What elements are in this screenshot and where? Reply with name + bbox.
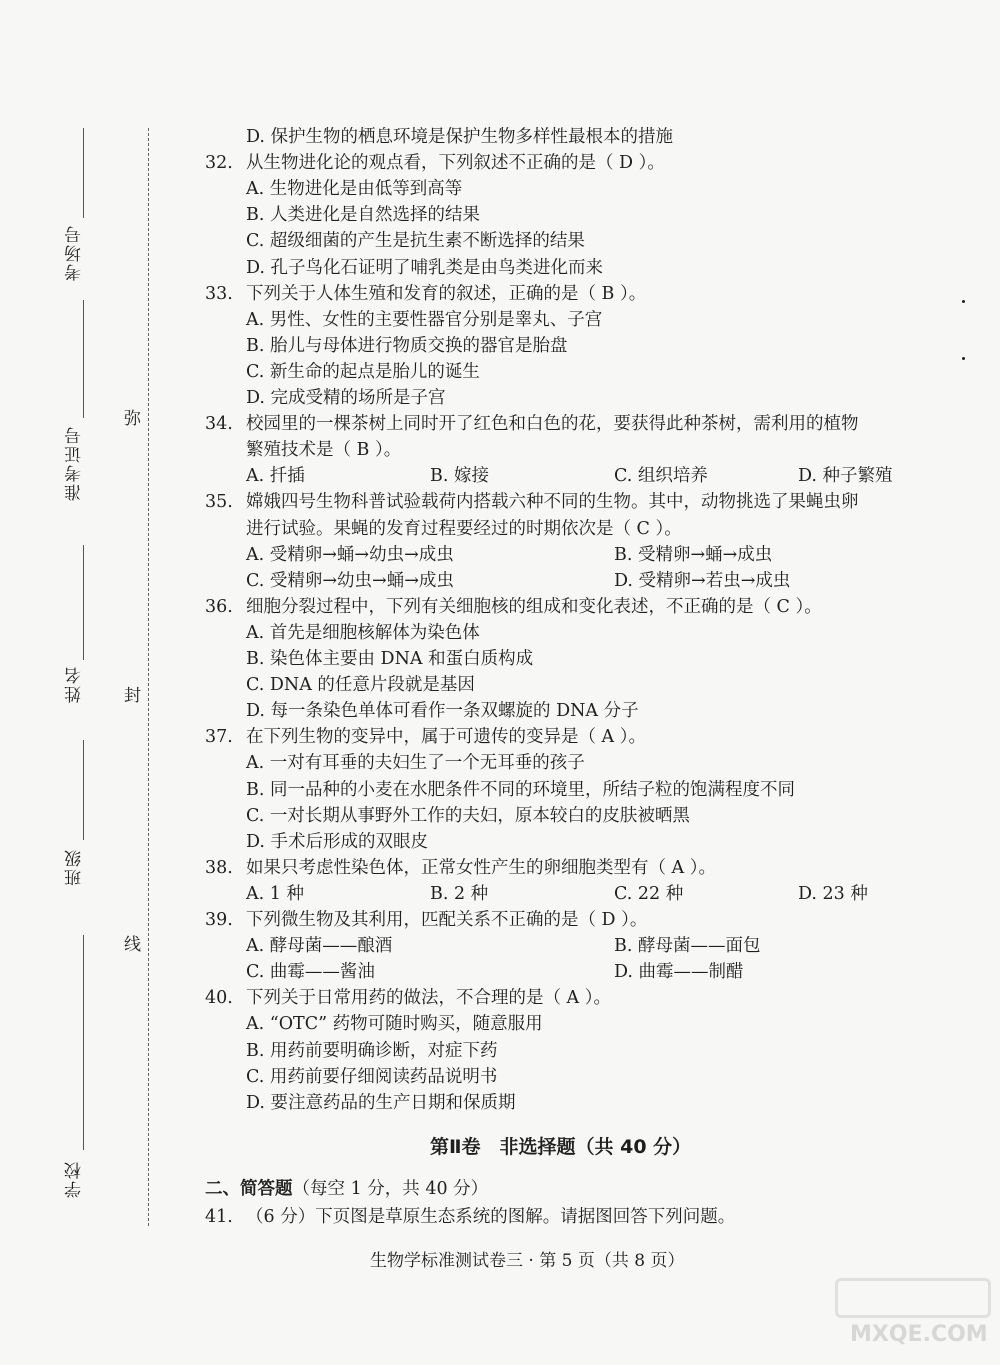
question-number: 40. <box>205 988 233 1008</box>
answer-option: D. 种子繁殖 <box>798 466 893 486</box>
answer-option: D. 23 种 <box>798 884 868 904</box>
answer-option: A. 受精卵→蛹→幼虫→成虫 <box>246 545 454 565</box>
question-text-continued: 繁殖技术是（ B ）。 <box>246 440 402 460</box>
question-number: 35. <box>205 492 233 512</box>
answer-option: B. 染色体主要由 DNA 和蛋白质构成 <box>246 649 534 669</box>
blank-line-school <box>83 935 84 1150</box>
answer-option: B. 胎儿与母体进行物质交换的器官是胎盘 <box>246 336 568 356</box>
question-text: 嫦娥四号生物科普试验载荷内搭载六种不同的生物。其中，动物挑选了果蝇虫卵 <box>246 492 859 512</box>
answer-option: D. 保护生物的栖息环境是保护生物多样性最根本的措施 <box>246 127 674 147</box>
blank-line-name <box>83 545 84 660</box>
seal-char-xian: 线 <box>124 935 141 955</box>
question-number: 39. <box>205 910 233 930</box>
question-text: 下列关于人体生殖和发育的叙述，正确的是（ B ）。 <box>246 284 647 304</box>
watermark-logo-icon <box>835 1278 991 1318</box>
label-school: 学校 <box>65 1160 85 1198</box>
answer-option: D. 要注意药品的生产日期和保质期 <box>246 1093 516 1113</box>
answer-option: D. 手术后形成的双眼皮 <box>246 832 429 852</box>
answer-option: C. 组织培养 <box>614 466 708 486</box>
question-number: 41. <box>205 1207 233 1227</box>
question-number: 33. <box>205 284 233 304</box>
page-footer: 生物学标准测试卷三 · 第 5 页（共 8 页） <box>370 1251 685 1271</box>
answer-option: C. 曲霉——酱油 <box>246 962 375 982</box>
answer-option: A. 一对有耳垂的夫妇生了一个无耳垂的孩子 <box>246 753 585 773</box>
answer-option: C. 超级细菌的产生是抗生素不断选择的结果 <box>246 231 585 251</box>
answer-option: D. 受精卵→若虫→成虫 <box>614 571 791 591</box>
answer-option: B. 同一品种的小麦在水肥条件不同的环境里，所结子粒的饱满程度不同 <box>246 780 795 800</box>
question-text: 在下列生物的变异中，属于可遗传的变异是（ A ）。 <box>246 727 647 747</box>
question-text: 下列微生物及其利用，匹配关系不正确的是（ D ）。 <box>246 910 648 930</box>
part-heading: 二、简答题 <box>205 1179 293 1199</box>
answer-option: C. 22 种 <box>614 884 684 904</box>
answer-option: A. 生物进化是由低等到高等 <box>246 179 463 199</box>
answer-option: A. 酵母菌——酿酒 <box>246 936 393 956</box>
label-name: 姓名 <box>65 665 85 703</box>
answer-option: B. 用药前要明确诊断，对症下药 <box>246 1041 498 1061</box>
question-number: 32. <box>205 153 233 173</box>
question-number: 37. <box>205 727 233 747</box>
question-text: 从生物进化论的观点看，下列叙述不正确的是（ D ）。 <box>246 153 665 173</box>
label-exam-room: 考场号 <box>65 224 85 281</box>
seal-dashed-line <box>148 128 149 1226</box>
seal-char-feng: 封 <box>124 686 141 706</box>
answer-option: C. 受精卵→幼虫→蛹→成虫 <box>246 571 454 591</box>
answer-option: A. 1 种 <box>246 884 304 904</box>
answer-option: D. 曲霉——制醋 <box>614 962 744 982</box>
answer-option: C. DNA 的任意片段就是基因 <box>246 675 475 695</box>
question-number: 38. <box>205 858 233 878</box>
question-text: 校园里的一棵茶树上同时开了红色和白色的花，要获得此种茶树，需利用的植物 <box>246 414 859 434</box>
question-number: 36. <box>205 597 233 617</box>
answer-option: A. 男性、女性的主要性器官分别是睾丸、子宫 <box>246 310 603 330</box>
answer-option: B. 酵母菌——面包 <box>614 936 761 956</box>
question-text-continued: 进行试验。果蝇的发育过程要经过的时期依次是（ C ）。 <box>246 519 682 539</box>
answer-option: D. 每一条染色单体可看作一条双螺旋的 DNA 分子 <box>246 701 639 721</box>
watermark-text: MXQE.COM <box>850 1322 988 1347</box>
part-heading-line <box>205 1176 488 1202</box>
blank-line-class <box>83 740 84 840</box>
speck-dot <box>962 300 965 303</box>
question-text: （6 分）下页图是草原生态系统的图解。请据图回答下列问题。 <box>246 1207 736 1227</box>
part-note: （每空 1 分，共 40 分） <box>292 1179 489 1199</box>
label-ticket-number: 准考证号 <box>65 425 85 501</box>
answer-option: C. 用药前要仔细阅读药品说明书 <box>246 1067 498 1087</box>
answer-option: B. 2 种 <box>430 884 489 904</box>
blank-line-exam-room <box>83 128 84 218</box>
answer-option: D. 完成受精的场所是子宫 <box>246 388 446 408</box>
question-text: 细胞分裂过程中，下列有关细胞核的组成和变化表述，不正确的是（ C ）。 <box>246 597 822 617</box>
answer-option: C. 一对长期从事野外工作的夫妇，原本较白的皮肤被晒黑 <box>246 806 690 826</box>
label-class: 班级 <box>65 848 85 886</box>
question-number: 34. <box>205 414 233 434</box>
answer-option: B. 人类进化是自然选择的结果 <box>246 205 480 225</box>
speck-dot <box>962 357 965 360</box>
question-text: 如果只考虑性染色体，正常女性产生的卵细胞类型有（ A ）。 <box>246 858 717 878</box>
section-title: 第Ⅱ卷 非选择题（共 40 分） <box>430 1136 692 1158</box>
question-text: 下列关于日常用药的做法，不合理的是（ A ）。 <box>246 988 612 1008</box>
answer-option: A. “OTC” 药物可随时购买，随意服用 <box>246 1014 543 1034</box>
answer-option: B. 受精卵→蛹→成虫 <box>614 545 773 565</box>
answer-option: B. 嫁接 <box>430 466 489 486</box>
blank-line-ticket-number <box>83 300 84 418</box>
answer-option: C. 新生命的起点是胎儿的诞生 <box>246 362 480 382</box>
answer-option: A. 首先是细胞核解体为染色体 <box>246 623 480 643</box>
answer-option: D. 孔子鸟化石证明了哺乳类是由鸟类进化而来 <box>246 258 604 278</box>
seal-char-mi: 弥 <box>124 409 141 429</box>
answer-option: A. 扦插 <box>246 466 305 486</box>
